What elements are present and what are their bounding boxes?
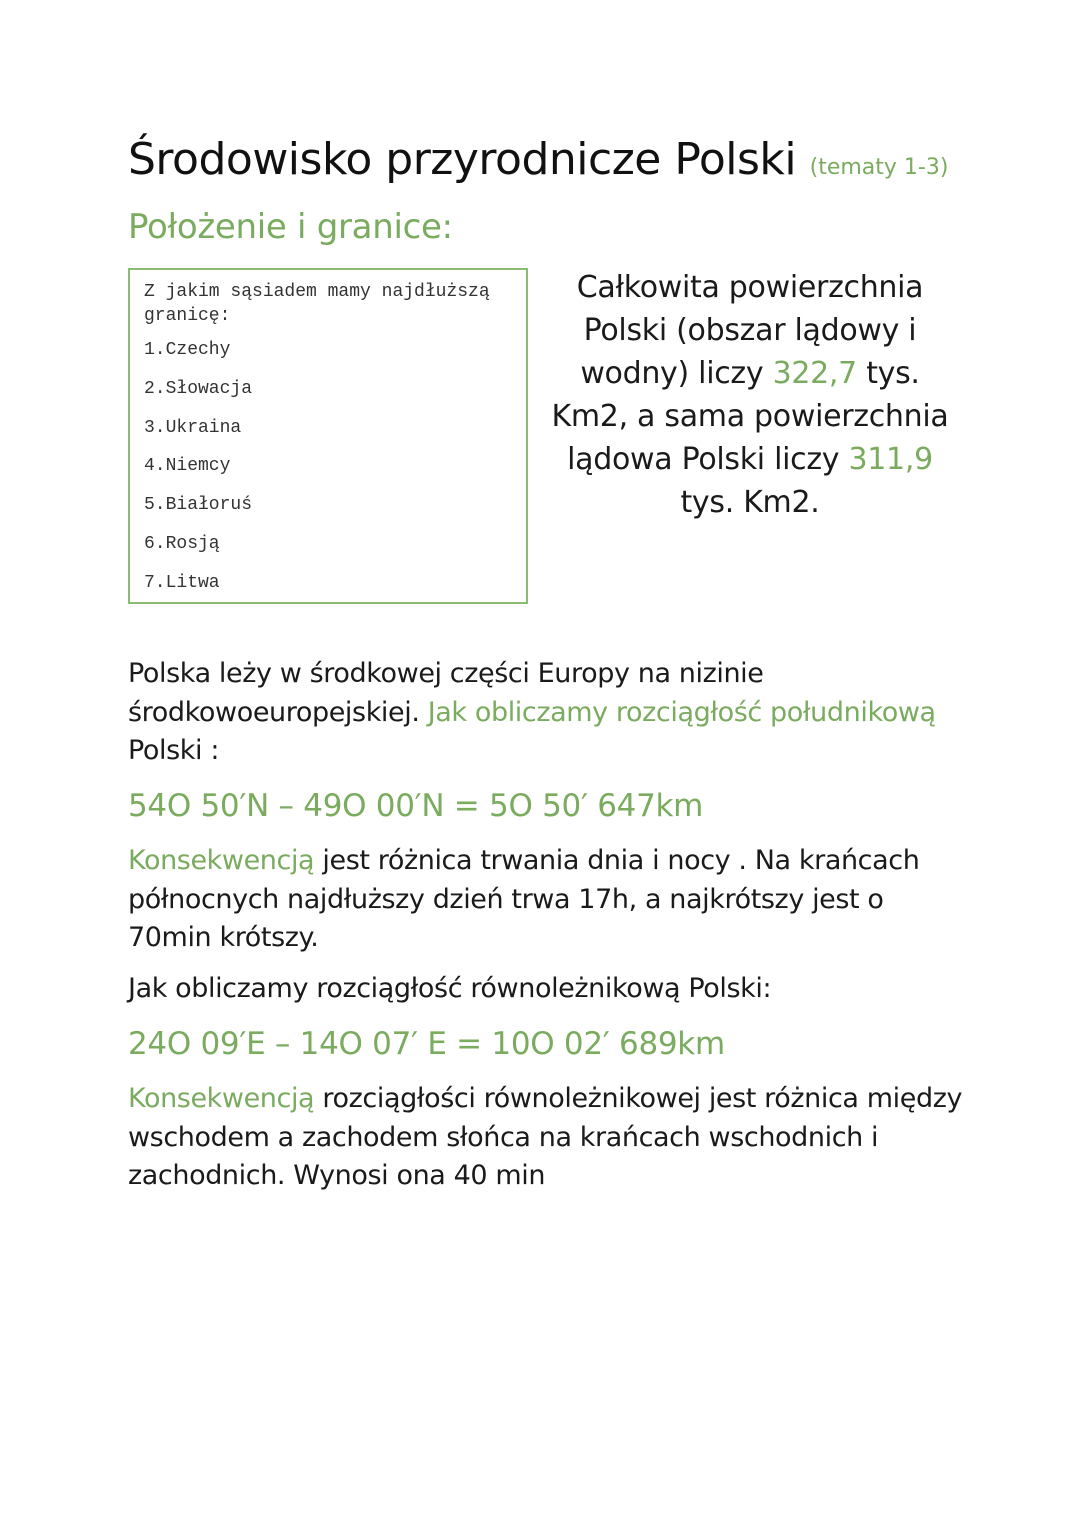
location-text: Polska leży w środkowej części Europy na nizinie środkowoeuropejskiej. [128,658,764,728]
page-subtitle: (tematy 1-3) [809,155,949,180]
meridional-question: Jak obliczamy rozciągłość południkową [427,696,936,728]
latitudinal-formula: 24O 09′E – 14O 07′ E = 10O 02′ 689km [128,1026,725,1062]
consequence-paragraph-1 [128,842,968,958]
total-area-value: 322,7 [772,356,857,391]
consequence-text: rozciągłości równoleżnikowej jest różnica między wschodem a zachodem słońca na krańcach wschodnich i zachodnich. Wynosi ona 40 min [128,1083,963,1191]
latitudinal-question: Jak obliczamy rozciągłość równoleżnikową Polski: [128,973,772,1004]
quiz-option: 5.Białoruś [144,495,253,516]
section-heading: Położenie i granice: [128,207,453,247]
quiz-option: 4.Niemcy [144,456,231,477]
page-title [128,130,948,198]
page-title-text: Środowisko przyrodnicze Polski [128,134,797,185]
consequence-paragraph-2 [128,1080,968,1196]
quiz-options [144,338,512,595]
area-text: Całkowita powierzchnia Polski (obszar lądowy i wodny) liczy [576,270,924,391]
meridional-formula: 54O 50′N – 49O 00′N = 5O 50′ 647km [128,788,704,824]
quiz-option: 6.Rosją [144,533,220,554]
quiz-option: 3.Ukraina [144,417,242,438]
location-paragraph [128,655,968,771]
land-area-value: 311,9 [848,442,933,477]
consequence-label: Konsekwencją [128,1083,315,1114]
consequence-label: Konsekwencją [128,845,315,876]
consequence-text: jest różnica trwania dnia i nocy . Na krańcach północnych najdłuższy dzień trwa 17h, a najkrótszy jest o 70min krótszy. [128,845,920,953]
quiz-box [128,268,528,604]
area-text: tys. Km2. [680,485,820,520]
area-info [545,266,955,524]
area-text: tys. Km2, a sama powierzchnia lądowa Polski liczy [551,356,949,477]
quiz-option: 7.Litwa [144,572,220,593]
quiz-question: Z jakim sąsiadem mamy najdłuższą granicę: [144,282,490,326]
location-text-end: Polski : [128,735,220,766]
quiz-option: 1.Czechy [144,340,231,360]
quiz-option: 2.Słowacja [144,378,253,399]
